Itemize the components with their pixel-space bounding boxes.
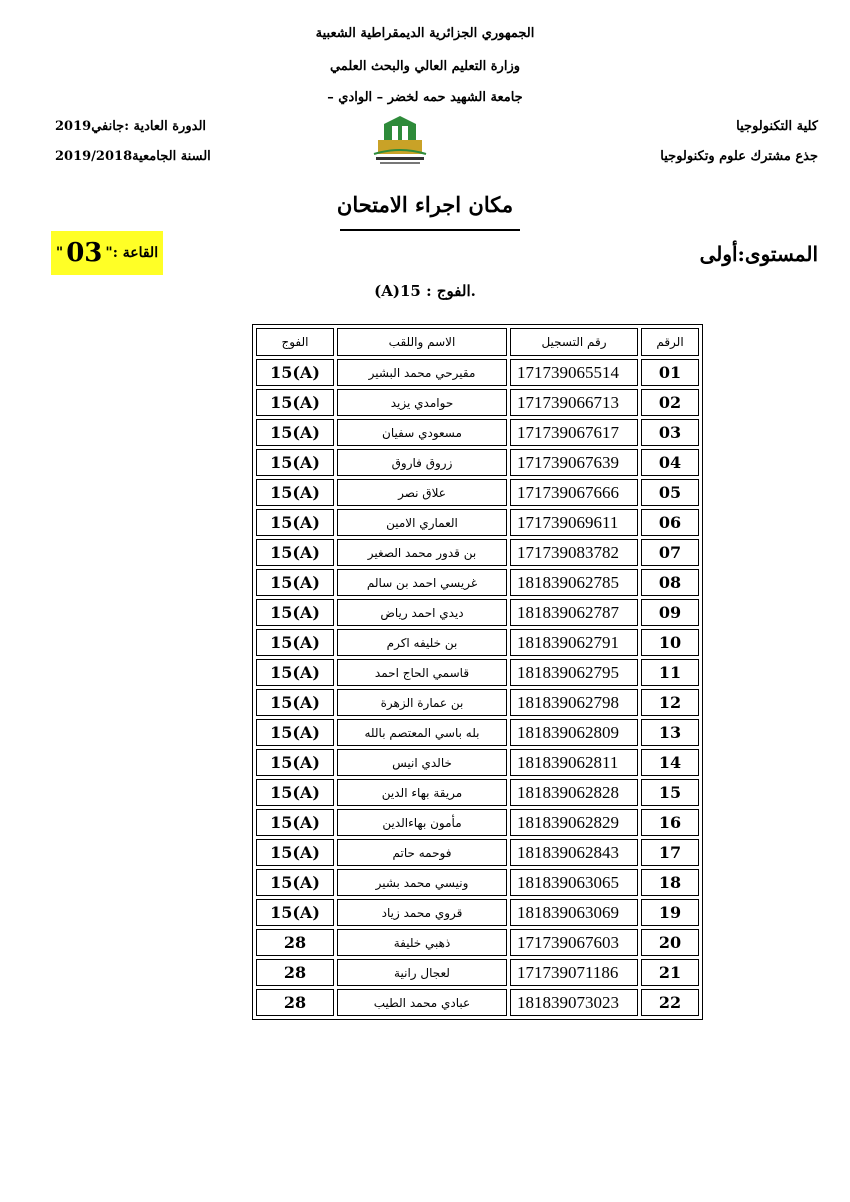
table-row: [256, 569, 699, 596]
student-name: خالدي انيس: [337, 749, 507, 776]
registration-number: 171739067603: [510, 929, 638, 956]
academic-year-label: السنة الجامعية2019/2018: [55, 149, 211, 164]
student-group: 15(A): [256, 839, 334, 866]
student-name: مقيرحي محمد البشير: [337, 359, 507, 386]
room-close-quote: ": [55, 245, 64, 261]
student-name: زروق فاروق: [337, 449, 507, 476]
table-row: [256, 749, 699, 776]
header-reg: رقم التسجيل: [510, 328, 638, 356]
student-group: 15(A): [256, 359, 334, 386]
student-group: 15(A): [256, 419, 334, 446]
room-label: القاعة :: [112, 245, 159, 261]
student-name: قروي محمد زياد: [337, 899, 507, 926]
roster-body: [256, 359, 699, 1016]
registration-number: 181839062829: [510, 809, 638, 836]
table-row: [256, 989, 699, 1016]
table-header-row: [256, 328, 699, 356]
university-logo: [370, 110, 430, 168]
header-group: الفوج: [256, 328, 334, 356]
header-name: الاسم واللقب: [337, 328, 507, 356]
student-name: غريسي احمد بن سالم: [337, 569, 507, 596]
table-row: [256, 419, 699, 446]
table-row: [256, 929, 699, 956]
row-number: 10: [641, 629, 699, 656]
row-number: 02: [641, 389, 699, 416]
registration-number: 171739065514: [510, 359, 638, 386]
registration-number: 181839062785: [510, 569, 638, 596]
group-line: .الفوج : 15(A): [374, 282, 476, 300]
student-name: ديدي احمد رياض: [337, 599, 507, 626]
registration-number: 181839063065: [510, 869, 638, 896]
ministry-line: وزارة التعليم العالي والبحث العلمي: [329, 59, 521, 74]
student-group: 15(A): [256, 689, 334, 716]
registration-number: 181839063069: [510, 899, 638, 926]
student-group: 15(A): [256, 899, 334, 926]
table-row: [256, 719, 699, 746]
table-row: [256, 689, 699, 716]
student-group: 15(A): [256, 599, 334, 626]
page-title: مكان اجراء الامتحان: [336, 192, 514, 217]
table-row: [256, 779, 699, 806]
row-number: 12: [641, 689, 699, 716]
registration-number: 171739067617: [510, 419, 638, 446]
row-number: 07: [641, 539, 699, 566]
table-row: [256, 899, 699, 926]
table-row: [256, 659, 699, 686]
registration-number: 181839062798: [510, 689, 638, 716]
room-open-quote: ": [105, 245, 113, 261]
title-underline: [340, 229, 520, 231]
student-name: بن قدور محمد الصغير: [337, 539, 507, 566]
registration-number: 181839073023: [510, 989, 638, 1016]
room-badge: [51, 231, 163, 275]
student-name: فوحمه حاتم: [337, 839, 507, 866]
student-group: 15(A): [256, 659, 334, 686]
row-number: 16: [641, 809, 699, 836]
department-label: جذع مشترك علوم وتكنولوجيا: [660, 149, 818, 164]
row-number: 05: [641, 479, 699, 506]
table-row: [256, 449, 699, 476]
registration-number: 181839062809: [510, 719, 638, 746]
registration-number: 181839062811: [510, 749, 638, 776]
student-group: 28: [256, 989, 334, 1016]
row-number: 18: [641, 869, 699, 896]
row-number: 13: [641, 719, 699, 746]
faculty-label: كلية التكنولوجيا: [736, 119, 818, 134]
student-group: 15(A): [256, 809, 334, 836]
row-number: 20: [641, 929, 699, 956]
student-group: 15(A): [256, 869, 334, 896]
student-group: 15(A): [256, 569, 334, 596]
registration-number: 171739067666: [510, 479, 638, 506]
table-row: [256, 359, 699, 386]
student-name: ونيسي محمد بشير: [337, 869, 507, 896]
student-name: مأمون بهاءالدين: [337, 809, 507, 836]
student-group: 28: [256, 929, 334, 956]
registration-number: 171739067639: [510, 449, 638, 476]
room-number: 03: [66, 238, 103, 268]
table-row: [256, 479, 699, 506]
roster-table: [252, 324, 703, 1020]
row-number: 04: [641, 449, 699, 476]
registration-number: 181839062787: [510, 599, 638, 626]
student-name: مريقة بهاء الدين: [337, 779, 507, 806]
session-label: الدورة العادية :جانفي2019: [55, 119, 207, 134]
table-row: [256, 809, 699, 836]
student-name: بن عمارة الزهرة: [337, 689, 507, 716]
row-number: 03: [641, 419, 699, 446]
student-group: 15(A): [256, 389, 334, 416]
table-row: [256, 839, 699, 866]
table-row: [256, 539, 699, 566]
student-group: 15(A): [256, 509, 334, 536]
row-number: 11: [641, 659, 699, 686]
student-group: 28: [256, 959, 334, 986]
row-number: 22: [641, 989, 699, 1016]
student-group: 15(A): [256, 779, 334, 806]
student-group: 15(A): [256, 749, 334, 776]
student-group: 15(A): [256, 449, 334, 476]
table-row: [256, 389, 699, 416]
student-name: بله باسي المعتصم بالله: [337, 719, 507, 746]
row-number: 15: [641, 779, 699, 806]
table-row: [256, 629, 699, 656]
student-group: 15(A): [256, 539, 334, 566]
row-number: 19: [641, 899, 699, 926]
student-name: مسعودي سفيان: [337, 419, 507, 446]
registration-number: 171739069611: [510, 509, 638, 536]
header-num: الرقم: [641, 328, 699, 356]
row-number: 06: [641, 509, 699, 536]
row-number: 21: [641, 959, 699, 986]
republic-line: الجمهوري الجزائرية الديمقراطية الشعبية: [315, 26, 535, 41]
row-number: 09: [641, 599, 699, 626]
table-row: [256, 869, 699, 896]
row-number: 01: [641, 359, 699, 386]
level-label: المستوى:أولى: [699, 242, 818, 266]
registration-number: 171739066713: [510, 389, 638, 416]
registration-number: 181839062828: [510, 779, 638, 806]
student-name: عبادي محمد الطيب: [337, 989, 507, 1016]
table-row: [256, 599, 699, 626]
table-row: [256, 959, 699, 986]
university-line: جامعة الشهيد حمه لخضر – الوادي –: [327, 90, 523, 105]
student-name: علاق نصر: [337, 479, 507, 506]
student-group: 15(A): [256, 629, 334, 656]
table-row: [256, 509, 699, 536]
student-name: بن خليفه اكرم: [337, 629, 507, 656]
student-name: قاسمي الحاج احمد: [337, 659, 507, 686]
student-group: 15(A): [256, 719, 334, 746]
registration-number: 181839062843: [510, 839, 638, 866]
row-number: 14: [641, 749, 699, 776]
student-name: حوامدي يزيد: [337, 389, 507, 416]
registration-number: 171739071186: [510, 959, 638, 986]
row-number: 08: [641, 569, 699, 596]
student-name: لعجال رانية: [337, 959, 507, 986]
student-name: العماري الامين: [337, 509, 507, 536]
student-name: ذهبي خليفة: [337, 929, 507, 956]
registration-number: 181839062795: [510, 659, 638, 686]
registration-number: 171739083782: [510, 539, 638, 566]
student-group: 15(A): [256, 479, 334, 506]
registration-number: 181839062791: [510, 629, 638, 656]
row-number: 17: [641, 839, 699, 866]
